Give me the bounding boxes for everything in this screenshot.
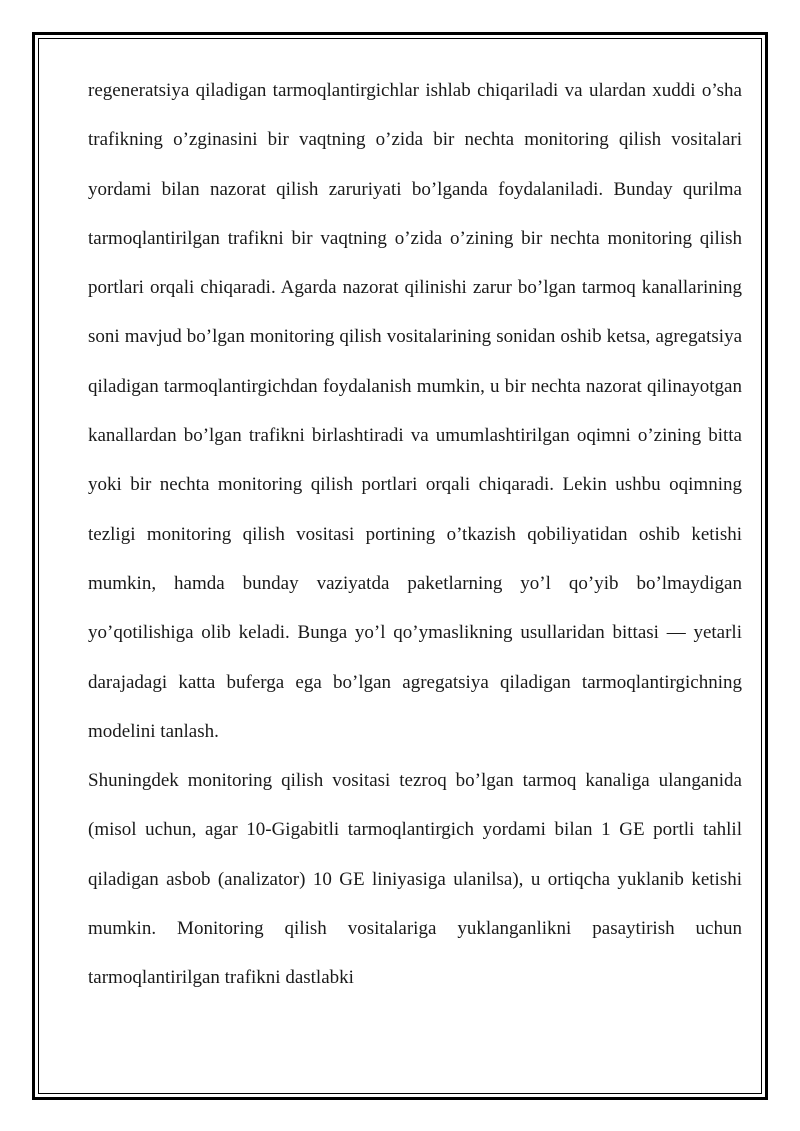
document-body <box>88 66 742 1003</box>
paragraph-2: Shuningdek monitoring qilish vositasi tezroq bo’lgan tarmoq kanaliga ulanganida (misol uchun, agar 10-Gigabitli tarmoqlantirgich yordami bilan 1 GE portli tahlil qiladigan asbob (analizator) 10 GE liniyasiga ulanilsa), u ortiqcha yuklanib ketishi mumkin. Monitoring qilish vositalariga yuklanganlikni pasaytirish uchun tarmoqlantirilgan trafikni dastlabki <box>88 770 742 989</box>
paragraph-1: regeneratsiya qiladigan tarmoqlantirgichlar ishlab chiqariladi va ulardan xuddi o’sha trafikning o’zginasini bir vaqtning o’zida bir nechta monitoring qilish vositalari yordami bilan nazorat qilish zaruriyati bo’lganda foydalaniladi. Bunday qurilma tarmoqlantirilgan trafikni bir vaqtning o’zida o’zining bir nechta monitoring qilish portlari orqali chiqaradi. Agarda nazorat qilinishi zarur bo’lgan tarmoq kanallarining soni mavjud bo’lgan monitoring qilish vositalarining sonidan oshib ketsa, agregatsiya qiladigan tarmoqlantirgichdan foydalanish mumkin, u bir nechta nazorat qilinayotgan kanallardan bo’lgan trafikni birlashtiradi va umumlashtirilgan oqimni o’zining bitta yoki bir nechta monitoring qilish portlari orqali chiqaradi. Lekin ushbu oqimning tezligi monitoring qilish vositasi portining o’tkazish qobiliyatidan oshib ketishi mumkin, hamda bunday vaziyatda paketlarning yo’l qo’yib bo’lmaydigan yo’qotilishiga olib keladi. Bunga yo’l qo’ymaslikning usullaridan bittasi — yetarli darajadagi katta buferga ega bo’lgan agregatsiya qiladigan tarmoqlantirgichning modelini tanlash. <box>88 80 742 742</box>
